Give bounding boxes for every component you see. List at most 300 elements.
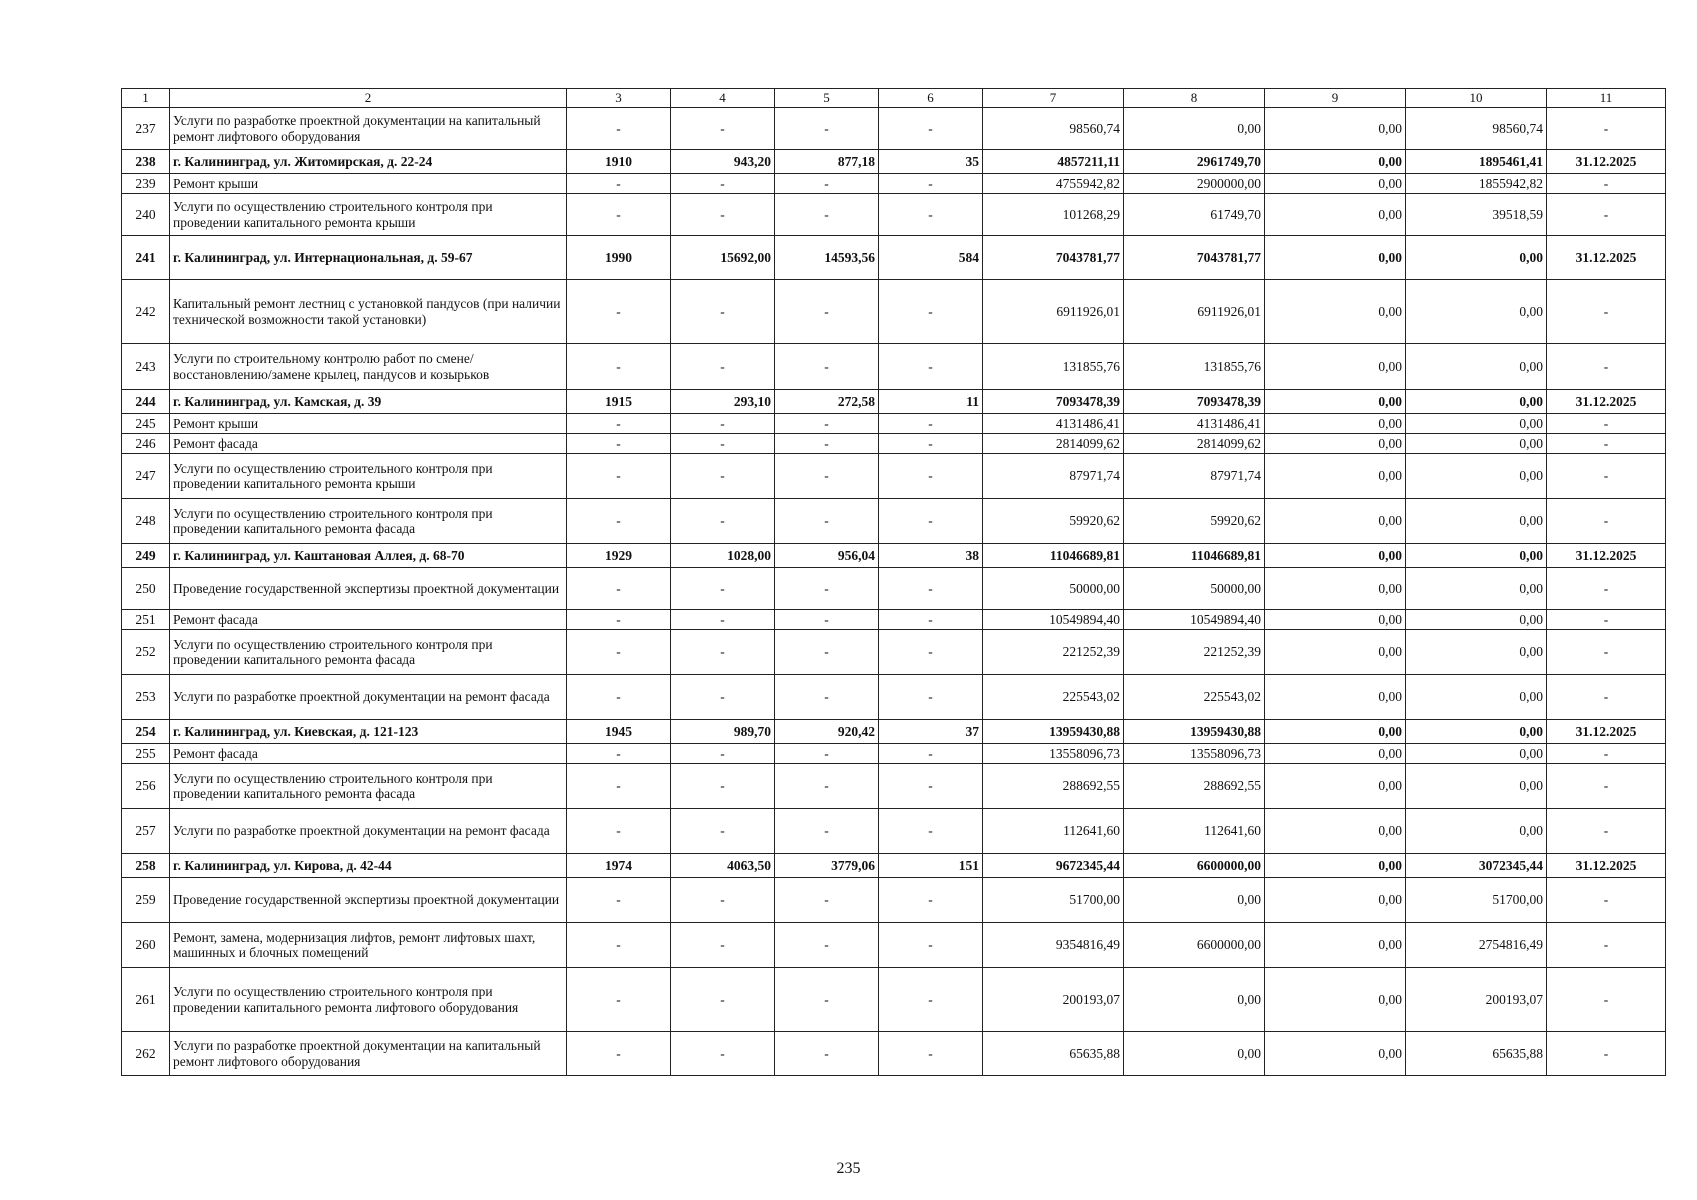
table-row <box>122 720 1666 744</box>
row-number: 237 <box>122 108 170 150</box>
row-number: 258 <box>122 854 170 878</box>
cell-col4: - <box>671 454 775 499</box>
cell-col4: - <box>671 744 775 764</box>
cell-col11: - <box>1547 174 1666 194</box>
cell-col8: 13558096,73 <box>1124 744 1265 764</box>
cell-col4: - <box>671 414 775 434</box>
cell-col9: 0,00 <box>1265 720 1406 744</box>
cell-col4: - <box>671 675 775 720</box>
work-name: Ремонт крыши <box>170 174 567 194</box>
cell-col9: 0,00 <box>1265 610 1406 630</box>
cell-col7: 4131486,41 <box>983 414 1124 434</box>
cell-col7: 13959430,88 <box>983 720 1124 744</box>
work-name: Услуги по разработке проектной документации на капитальный ремонт лифтового оборудования <box>170 108 567 150</box>
cell-col6: - <box>879 675 983 720</box>
cell-col5: 877,18 <box>775 150 879 174</box>
cell-col9: 0,00 <box>1265 280 1406 344</box>
row-number: 250 <box>122 568 170 610</box>
cell-col8: 288692,55 <box>1124 764 1265 809</box>
cell-col3: - <box>567 878 671 923</box>
cell-col9: 0,00 <box>1265 344 1406 390</box>
table-row <box>122 434 1666 454</box>
row-number: 259 <box>122 878 170 923</box>
cell-col6: - <box>879 174 983 194</box>
cell-col5: - <box>775 878 879 923</box>
cell-col6: 37 <box>879 720 983 744</box>
cell-col11: - <box>1547 764 1666 809</box>
cell-col10: 51700,00 <box>1406 878 1547 923</box>
cell-col6: - <box>879 630 983 675</box>
work-name: г. Калининград, ул. Камская, д. 39 <box>170 390 567 414</box>
cell-col9: 0,00 <box>1265 854 1406 878</box>
work-name: г. Калининград, ул. Интернациональная, д. 59-67 <box>170 236 567 280</box>
cell-col4: - <box>671 1032 775 1076</box>
cell-col4: - <box>671 968 775 1032</box>
cell-col3: - <box>567 1032 671 1076</box>
table-body <box>122 108 1666 1076</box>
cell-col7: 98560,74 <box>983 108 1124 150</box>
cell-col8: 131855,76 <box>1124 344 1265 390</box>
work-name: Услуги по осуществлению строительного контроля при проведении капитального ремонта фасада <box>170 764 567 809</box>
cell-col8: 6600000,00 <box>1124 854 1265 878</box>
table-row <box>122 150 1666 174</box>
cell-col10: 3072345,44 <box>1406 854 1547 878</box>
cell-col11: 31.12.2025 <box>1547 544 1666 568</box>
cell-col6: 151 <box>879 854 983 878</box>
cell-col10: 200193,07 <box>1406 968 1547 1032</box>
cell-col3: - <box>567 344 671 390</box>
table-row <box>122 610 1666 630</box>
capital-repair-table <box>121 88 1666 1076</box>
cell-col4: 15692,00 <box>671 236 775 280</box>
row-number: 244 <box>122 390 170 414</box>
cell-col3: - <box>567 434 671 454</box>
cell-col9: 0,00 <box>1265 390 1406 414</box>
cell-col3: - <box>567 194 671 236</box>
cell-col6: - <box>879 280 983 344</box>
cell-col4: 4063,50 <box>671 854 775 878</box>
cell-col3: 1915 <box>567 390 671 414</box>
work-name: г. Калининград, ул. Киевская, д. 121-123 <box>170 720 567 744</box>
row-number: 256 <box>122 764 170 809</box>
work-name: Услуги по осуществлению строительного контроля при проведении капитального ремонта фасада <box>170 630 567 675</box>
table-row <box>122 280 1666 344</box>
cell-col9: 0,00 <box>1265 108 1406 150</box>
cell-col9: 0,00 <box>1265 675 1406 720</box>
cell-col6: - <box>879 499 983 544</box>
table-row <box>122 809 1666 854</box>
cell-col5: - <box>775 280 879 344</box>
cell-col9: 0,00 <box>1265 544 1406 568</box>
cell-col4: 1028,00 <box>671 544 775 568</box>
table-row <box>122 499 1666 544</box>
cell-col8: 0,00 <box>1124 878 1265 923</box>
cell-col4: - <box>671 568 775 610</box>
cell-col11: - <box>1547 194 1666 236</box>
cell-col4: - <box>671 280 775 344</box>
cell-col6: - <box>879 610 983 630</box>
cell-col8: 0,00 <box>1124 968 1265 1032</box>
cell-col11: - <box>1547 878 1666 923</box>
cell-col8: 2900000,00 <box>1124 174 1265 194</box>
cell-col4: - <box>671 630 775 675</box>
cell-col9: 0,00 <box>1265 174 1406 194</box>
cell-col7: 7093478,39 <box>983 390 1124 414</box>
cell-col6: - <box>879 764 983 809</box>
cell-col9: 0,00 <box>1265 744 1406 764</box>
row-number: 243 <box>122 344 170 390</box>
table-row <box>122 568 1666 610</box>
cell-col3: - <box>567 764 671 809</box>
table-row <box>122 390 1666 414</box>
cell-col10: 0,00 <box>1406 344 1547 390</box>
work-name: г. Калининград, ул. Каштановая Аллея, д. 68-70 <box>170 544 567 568</box>
row-number: 238 <box>122 150 170 174</box>
cell-col8: 0,00 <box>1124 108 1265 150</box>
cell-col7: 10549894,40 <box>983 610 1124 630</box>
cell-col7: 4755942,82 <box>983 174 1124 194</box>
cell-col9: 0,00 <box>1265 499 1406 544</box>
row-number: 262 <box>122 1032 170 1076</box>
cell-col6: - <box>879 968 983 1032</box>
cell-col7: 87971,74 <box>983 454 1124 499</box>
cell-col10: 0,00 <box>1406 630 1547 675</box>
row-number: 261 <box>122 968 170 1032</box>
work-name: Проведение государственной экспертизы проектной документации <box>170 878 567 923</box>
row-number: 246 <box>122 434 170 454</box>
cell-col7: 288692,55 <box>983 764 1124 809</box>
cell-col11: - <box>1547 454 1666 499</box>
table-row <box>122 764 1666 809</box>
cell-col10: 39518,59 <box>1406 194 1547 236</box>
cell-col3: - <box>567 630 671 675</box>
work-name: Услуги по строительному контролю работ по смене/восстановлению/замене крылец, пандусов и козырьков <box>170 344 567 390</box>
cell-col5: 3779,06 <box>775 854 879 878</box>
cell-col7: 9354816,49 <box>983 923 1124 968</box>
cell-col9: 0,00 <box>1265 454 1406 499</box>
cell-col11: - <box>1547 744 1666 764</box>
cell-col3: - <box>567 968 671 1032</box>
cell-col9: 0,00 <box>1265 414 1406 434</box>
cell-col7: 101268,29 <box>983 194 1124 236</box>
cell-col3: - <box>567 174 671 194</box>
cell-col6: 35 <box>879 150 983 174</box>
cell-col11: - <box>1547 344 1666 390</box>
table-row <box>122 675 1666 720</box>
cell-col10: 0,00 <box>1406 744 1547 764</box>
work-name: Услуги по осуществлению строительного контроля при проведении капитального ремонта крыши <box>170 194 567 236</box>
cell-col11: - <box>1547 1032 1666 1076</box>
cell-col5: - <box>775 174 879 194</box>
table-row <box>122 630 1666 675</box>
cell-col6: - <box>879 744 983 764</box>
cell-col11: - <box>1547 923 1666 968</box>
cell-col9: 0,00 <box>1265 194 1406 236</box>
cell-col8: 50000,00 <box>1124 568 1265 610</box>
cell-col8: 4131486,41 <box>1124 414 1265 434</box>
cell-col5: 956,04 <box>775 544 879 568</box>
cell-col3: 1974 <box>567 854 671 878</box>
cell-col8: 7093478,39 <box>1124 390 1265 414</box>
work-name: г. Калининград, ул. Кирова, д. 42-44 <box>170 854 567 878</box>
cell-col5: - <box>775 923 879 968</box>
cell-col6: - <box>879 108 983 150</box>
column-header: 2 <box>170 89 567 108</box>
cell-col11: 31.12.2025 <box>1547 720 1666 744</box>
cell-col7: 9672345,44 <box>983 854 1124 878</box>
table-row <box>122 454 1666 499</box>
cell-col8: 2961749,70 <box>1124 150 1265 174</box>
cell-col5: - <box>775 194 879 236</box>
cell-col5: - <box>775 630 879 675</box>
work-name: Ремонт, замена, модернизация лифтов, ремонт лифтовых шахт, машинных и блочных помещений <box>170 923 567 968</box>
cell-col9: 0,00 <box>1265 150 1406 174</box>
cell-col11: - <box>1547 610 1666 630</box>
cell-col7: 13558096,73 <box>983 744 1124 764</box>
cell-col4: - <box>671 108 775 150</box>
row-number: 240 <box>122 194 170 236</box>
cell-col4: - <box>671 809 775 854</box>
cell-col4: - <box>671 174 775 194</box>
cell-col4: - <box>671 434 775 454</box>
work-name: Проведение государственной экспертизы проектной документации <box>170 568 567 610</box>
cell-col9: 0,00 <box>1265 878 1406 923</box>
work-name: Ремонт фасада <box>170 434 567 454</box>
cell-col11: 31.12.2025 <box>1547 150 1666 174</box>
cell-col3: - <box>567 809 671 854</box>
cell-col10: 0,00 <box>1406 454 1547 499</box>
work-name: Ремонт крыши <box>170 414 567 434</box>
cell-col11: - <box>1547 434 1666 454</box>
cell-col4: 943,20 <box>671 150 775 174</box>
cell-col3: 1945 <box>567 720 671 744</box>
cell-col4: - <box>671 610 775 630</box>
cell-col11: 31.12.2025 <box>1547 390 1666 414</box>
cell-col8: 0,00 <box>1124 1032 1265 1076</box>
cell-col6: 11 <box>879 390 983 414</box>
cell-col7: 131855,76 <box>983 344 1124 390</box>
cell-col10: 0,00 <box>1406 720 1547 744</box>
cell-col3: - <box>567 675 671 720</box>
cell-col3: - <box>567 414 671 434</box>
cell-col10: 0,00 <box>1406 764 1547 809</box>
cell-col6: 38 <box>879 544 983 568</box>
cell-col5: - <box>775 764 879 809</box>
cell-col7: 6911926,01 <box>983 280 1124 344</box>
cell-col10: 0,00 <box>1406 809 1547 854</box>
cell-col5: - <box>775 1032 879 1076</box>
cell-col7: 51700,00 <box>983 878 1124 923</box>
cell-col7: 59920,62 <box>983 499 1124 544</box>
cell-col11: - <box>1547 280 1666 344</box>
row-number: 242 <box>122 280 170 344</box>
cell-col9: 0,00 <box>1265 809 1406 854</box>
cell-col5: - <box>775 414 879 434</box>
cell-col10: 0,00 <box>1406 390 1547 414</box>
column-header: 4 <box>671 89 775 108</box>
cell-col10: 0,00 <box>1406 675 1547 720</box>
row-number: 251 <box>122 610 170 630</box>
cell-col3: 1929 <box>567 544 671 568</box>
row-number: 254 <box>122 720 170 744</box>
cell-col10: 2754816,49 <box>1406 923 1547 968</box>
table-row <box>122 108 1666 150</box>
cell-col6: - <box>879 1032 983 1076</box>
cell-col10: 0,00 <box>1406 280 1547 344</box>
cell-col4: - <box>671 344 775 390</box>
cell-col8: 221252,39 <box>1124 630 1265 675</box>
cell-col9: 0,00 <box>1265 1032 1406 1076</box>
cell-col9: 0,00 <box>1265 630 1406 675</box>
column-number-header-row <box>122 89 1666 108</box>
cell-col7: 4857211,11 <box>983 150 1124 174</box>
work-name: Капитальный ремонт лестниц с установкой пандусов (при наличии технической возможности такой установки) <box>170 280 567 344</box>
cell-col4: - <box>671 878 775 923</box>
cell-col5: - <box>775 434 879 454</box>
cell-col6: - <box>879 344 983 390</box>
column-header: 5 <box>775 89 879 108</box>
cell-col8: 87971,74 <box>1124 454 1265 499</box>
page-number: 235 <box>836 1160 861 1177</box>
cell-col11: 31.12.2025 <box>1547 854 1666 878</box>
cell-col5: - <box>775 108 879 150</box>
work-name: Услуги по осуществлению строительного контроля при проведении капитального ремонта фасада <box>170 499 567 544</box>
cell-col7: 225543,02 <box>983 675 1124 720</box>
work-name: Услуги по разработке проектной документации на ремонт фасада <box>170 675 567 720</box>
cell-col10: 65635,88 <box>1406 1032 1547 1076</box>
cell-col10: 0,00 <box>1406 499 1547 544</box>
cell-col9: 0,00 <box>1265 568 1406 610</box>
cell-col11: - <box>1547 809 1666 854</box>
cell-col10: 0,00 <box>1406 414 1547 434</box>
cell-col10: 0,00 <box>1406 236 1547 280</box>
cell-col9: 0,00 <box>1265 236 1406 280</box>
cell-col5: - <box>775 809 879 854</box>
cell-col5: - <box>775 968 879 1032</box>
work-name: Ремонт фасада <box>170 744 567 764</box>
cell-col3: - <box>567 568 671 610</box>
cell-col8: 13959430,88 <box>1124 720 1265 744</box>
row-number: 241 <box>122 236 170 280</box>
cell-col4: 989,70 <box>671 720 775 744</box>
row-number: 239 <box>122 174 170 194</box>
cell-col11: - <box>1547 414 1666 434</box>
table-row <box>122 878 1666 923</box>
column-header: 3 <box>567 89 671 108</box>
cell-col3: - <box>567 923 671 968</box>
cell-col6: - <box>879 434 983 454</box>
table-row <box>122 194 1666 236</box>
column-header: 11 <box>1547 89 1666 108</box>
cell-col8: 61749,70 <box>1124 194 1265 236</box>
cell-col6: - <box>879 414 983 434</box>
cell-col5: - <box>775 568 879 610</box>
cell-col4: - <box>671 764 775 809</box>
cell-col8: 59920,62 <box>1124 499 1265 544</box>
column-header: 10 <box>1406 89 1547 108</box>
cell-col7: 50000,00 <box>983 568 1124 610</box>
table-row <box>122 744 1666 764</box>
work-name: Ремонт фасада <box>170 610 567 630</box>
cell-col6: - <box>879 568 983 610</box>
table-row <box>122 344 1666 390</box>
cell-col10: 0,00 <box>1406 568 1547 610</box>
table-row <box>122 174 1666 194</box>
cell-col5: - <box>775 744 879 764</box>
cell-col11: - <box>1547 568 1666 610</box>
cell-col7: 221252,39 <box>983 630 1124 675</box>
cell-col5: - <box>775 454 879 499</box>
work-name: Услуги по осуществлению строительного контроля при проведении капитального ремонта крыши <box>170 454 567 499</box>
cell-col3: - <box>567 499 671 544</box>
cell-col7: 2814099,62 <box>983 434 1124 454</box>
cell-col4: 293,10 <box>671 390 775 414</box>
cell-col6: 584 <box>879 236 983 280</box>
cell-col6: - <box>879 878 983 923</box>
cell-col8: 10549894,40 <box>1124 610 1265 630</box>
cell-col3: - <box>567 744 671 764</box>
cell-col10: 98560,74 <box>1406 108 1547 150</box>
table-row <box>122 854 1666 878</box>
cell-col7: 200193,07 <box>983 968 1124 1032</box>
cell-col8: 6600000,00 <box>1124 923 1265 968</box>
cell-col8: 112641,60 <box>1124 809 1265 854</box>
cell-col8: 2814099,62 <box>1124 434 1265 454</box>
cell-col9: 0,00 <box>1265 968 1406 1032</box>
cell-col3: 1910 <box>567 150 671 174</box>
cell-col7: 7043781,77 <box>983 236 1124 280</box>
cell-col10: 0,00 <box>1406 434 1547 454</box>
cell-col11: 31.12.2025 <box>1547 236 1666 280</box>
row-number: 257 <box>122 809 170 854</box>
cell-col8: 7043781,77 <box>1124 236 1265 280</box>
cell-col7: 112641,60 <box>983 809 1124 854</box>
cell-col3: - <box>567 610 671 630</box>
work-name: Услуги по разработке проектной документации на капитальный ремонт лифтового оборудования <box>170 1032 567 1076</box>
table-row <box>122 1032 1666 1076</box>
table-row <box>122 544 1666 568</box>
cell-col8: 225543,02 <box>1124 675 1265 720</box>
cell-col4: - <box>671 499 775 544</box>
cell-col5: 920,42 <box>775 720 879 744</box>
cell-col7: 65635,88 <box>983 1032 1124 1076</box>
cell-col3: - <box>567 108 671 150</box>
cell-col11: - <box>1547 108 1666 150</box>
table-row <box>122 236 1666 280</box>
row-number: 248 <box>122 499 170 544</box>
cell-col11: - <box>1547 968 1666 1032</box>
column-header: 8 <box>1124 89 1265 108</box>
work-name: Услуги по разработке проектной документации на ремонт фасада <box>170 809 567 854</box>
cell-col11: - <box>1547 499 1666 544</box>
column-header: 7 <box>983 89 1124 108</box>
cell-col6: - <box>879 809 983 854</box>
cell-col4: - <box>671 923 775 968</box>
cell-col5: - <box>775 675 879 720</box>
column-header: 1 <box>122 89 170 108</box>
table-row <box>122 923 1666 968</box>
work-name: Услуги по осуществлению строительного контроля при проведении капитального ремонта лифтового оборудования <box>170 968 567 1032</box>
row-number: 249 <box>122 544 170 568</box>
row-number: 253 <box>122 675 170 720</box>
column-header: 6 <box>879 89 983 108</box>
cell-col3: 1990 <box>567 236 671 280</box>
cell-col9: 0,00 <box>1265 434 1406 454</box>
cell-col11: - <box>1547 675 1666 720</box>
cell-col8: 6911926,01 <box>1124 280 1265 344</box>
cell-col3: - <box>567 280 671 344</box>
cell-col5: 14593,56 <box>775 236 879 280</box>
